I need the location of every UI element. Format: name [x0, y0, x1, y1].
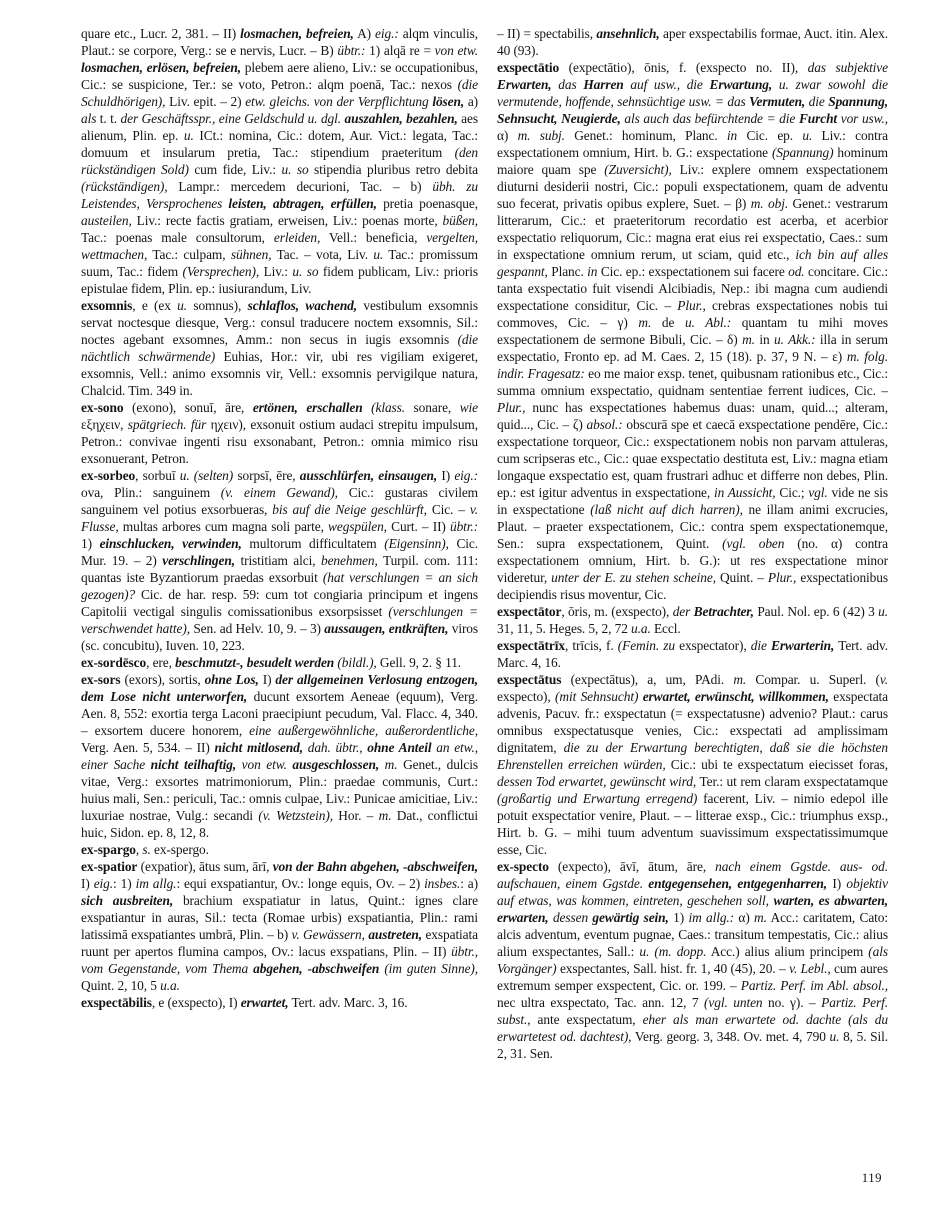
entry-ex-sordesco: ex-sordēsco, ere, beschmutzt-, besudelt werden (bildl.), Gell. 9, 2. § 11. [81, 655, 462, 670]
entry-exsolvo-continued: quare etc., Lucr. 2, 381. – II) losmachen, befreien, A) eig.: alqm vinculis, Plaut.: se corpore, Verg.: se e nervis, Lucr. – B) übtr.: 1) alqā re = von etw. losmachen, erlösen, befreien, plebem aere alieno, Liv.: se occupationibus, Cic.: se suspicione, Ter.: se voto, Petron.: alqm poenā, Tac.: nexos (die Schuldhörigen), Liv. epit. – 2) etw. gleichs. von der Verpflichtung lösen, a) als t. t. der Geschäftsspr., eine Geldschuld u. dgl. auszahlen, bezahlen, aes alienum, Plin. ep. u. ICt.: nomina, Cic.: dotem, Aur. Vict.: legata, Tac.: domuum et insularum pretia, Tac.: stipendium praeteritum (den rückständigen Sold) cum fide, Liv.: u. so stipendia pluribus retro debita (rückständigen), Lampr.: mercedem decurioni, Tac. – b) übh. zu Leistendes, Versprochenes leisten, abtragen, erfüllen, pretia poenasque, austeilen, Liv.: recte factis gratiam, erweisen, Liv.: poenas morte, büßen, Tac.: poenas male consultorum, erleiden, Vell.: beneficia, vergelten, wettmachen, Tac.: culpam, sühnen, Tac. – vota, Liv. u. Tac.: promissum suum, Tac.: fidem (Versprechen), Liv.: u. so fidem publicam, Liv.: prioris epistulae fidem, Plin. ep.: iusiurandum, Liv. [81, 26, 479, 296]
entry-exsomnis: exsomnis, e (ex u. somnus), schlaflos, wachend, vestibulum exsomnis servat noctesque diesque, Verg.: consul traducere noctem exsomnis, Sil.: noctes agebant exsomnes, Amm.: non secus in iugis exsomnis (die nächtlich schwärmende) Euhias, Hor.: vir, ubi res vigiliam exigeret, exsomnis, Vell.: animo exsomnis vir, Vell.: exsomnis pervigilque natura, Chalcid. Tim. 349 in. [81, 298, 478, 398]
entry-exspectabilis: exspectābilis, e (exspecto), I) erwartet, Tert. adv. Marc. 3, 16. [81, 995, 408, 1010]
entry-ex-spargo: ex-spargo, s. ex-spergo. [81, 842, 209, 857]
left-column [81, 25, 478, 1062]
entry-ex-sors: ex-sors (exors), sortis, ohne Los, I) der allgemeinen Verlosung entzogen, dem Lose nicht unterworfen, ducunt exsortem Aeneae (equum), Verg. Aen. 8, 552: exortia terga Laconi praecipiunt pecudum, Val. Flacc. 4, 340. – exsortem ducere honorem, eine außergewöhnliche, außerordentliche, Verg. Aen. 5, 534. – II) nicht mitlosend, dah. übtr., ohne Anteil an etw., einer Sache nicht teilhaftig, von etw. ausgeschlossen, m. Genet., dulcis vitae, Verg.: exsortes matrimoniorum, Plin.: praedae communis, Curt.: huius mali, Sen.: periculi, Tac.: omnis culpae, Liv.: Punicae amicitiae, Liv.: luxuriae nostrae, Vulg.: secandi (v. Wetzstein), Hor. – m. Dat., conflictui huic, Sidon. ep. 8, 12, 8. [81, 672, 479, 840]
entry-exspectabilis-continued: – II) = spectabilis, ansehnlich, aper exspectabilis formae, Auct. itin. Alex. 40 (93). [497, 26, 888, 58]
entry-exspectatrix: exspectātrīx, trīcis, f. (Femin. zu exspectator), die Erwarterin, Tert. adv. Marc. 4, 16. [497, 638, 888, 670]
entry-ex-sono: ex-sono (exono), sonuī, āre, ertönen, erschallen (klass. sonare, wie εξηχειν, spätgriech. für ηχειν), exsonuit ostium audaci strepitu impulsum, Petron.: convivae ingenti risu exsonabant, Petron.: omnia mimico risu exsonuerant, Petron. [81, 400, 478, 466]
page-number: 119 [861, 1171, 882, 1185]
entry-ex-specto: ex-specto (expecto), āvī, ātum, āre, nach einem Ggstde. aus- od. aufschauen, einem Ggstde. entgegensehen, entgegenharren, I) objektiv auf etwas, was kommen, eintreten, geschehen soll, warten, es abwarten, erwarten, dessen gewärtig sein, 1) im allg.: α) m. Acc.: caritatem, Cato: alcis adventum, eventum pugnae, Caes.: transitum tempestatis, Cic.: alius alium exspectantes, Sall.: u. (m. dopp. Acc.) alius alium principem (als Vorgänger) exspectantes, Sall. hist. fr. 1, 40 (45), 20. – v. Lebl., cum aures extremum semper exspectent, Cic. or. 199. – Partiz. Perf. im Abl. absol., nec ultra exspectato, Tac. ann. 12, 7 (vgl. unten no. γ). – Partiz. Perf. subst., ante exspectatum, eher als man erwartete od. dachte (als du erwartetest od. dachtest), Verg. georg. 3, 348. Ov. met. 4, 790 u. 8, 5. Sil. 2, 31. Sen. [497, 859, 889, 1061]
text-columns [81, 25, 888, 1062]
entry-ex-spatior: ex-spatior (expatior), ātus sum, ārī, von der Bahn abgehen, -abschweifen, I) eig.: 1) im allg.: equi exspatiantur, Ov.: longe equis, Ov. – 2) insbes.: a) sich ausbreiten, brachium exspatiatur in latus, Quint.: ignes clare exspatiantur in auras, Sil.: tecta (Romae urbis) exspatiantia, Plin.: rami latissimā exspatiantes umbrā, Plin. – b) v. Gewässern, austreten, exspatiata ruunt per apertos flumina campos, Ov.: lacus exspatians, Plin. – II) übtr., vom Gegenstande, vom Thema abgehen, -abschweifen (im guten Sinne), Quint. 2, 10, 5 u.a. [81, 859, 479, 993]
entry-exspectatus: exspectātus (expectātus), a, um, PAdi. m. Compar. u. Superl. (v. exspecto), (mit Sehnsucht) erwartet, erwünscht, willkommen, exspectata advenis, Pacuv. fr.: exspectatun (= exspectatusne) advenio? Plaut.: carus omnibus exspectatusque venies, Cic.: exspectati ad amplissimam dignitatem, die zu der Erwartung berechtigten, daß sie die höchsten Ehrenstellen erreichen würden, Cic.: ubi te exspectatum eiecisset foras, dessen Tod erwartet, gewünscht wird, Ter.: ut rem claram exspectatamque (großartig und Erwartung erregend) facerent, Liv. – nimio edepol ille potuit exspectatior venire, Plaut. – – litterae exsp., Cic.: triumphus exsp., Hirt. b. G. – mihi tuum adventum suavissimum exspectatissimumque esse, Cic. [497, 672, 888, 857]
entry-exspectator: exspectātor, ōris, m. (exspecto), der Betrachter, Paul. Nol. ep. 6 (42) 3 u. 31, 11, 5. Heges. 5, 2, 72 u.a. Eccl. [497, 604, 889, 636]
right-column [497, 25, 888, 1062]
entry-exspectatio: exspectātio (expectātio), ōnis, f. (exspecto no. II), das subjektive Erwarten, das Harren auf usw., die Erwartung, u. zwar sowohl die vermutende, hoffende, sehnsüchtige usw. = das Vermuten, die Spannung, Sehnsucht, Neugierde, als auch das befürchtende = die Furcht vor usw., α) m. subj. Genet.: hominum, Planc. in Cic. ep. u. Liv.: contra exspectationem omnium, Hirt. b. G.: exspectatione (Spannung) hominum maiore quam spe (Zuversicht), Liv.: explere omnem exspectationem diuturni desiderii nostri, Cic.: populi exspectationem, quam de adventu suo fecerat, privatis opibus explere, Suet. – β) m. obj. Genet.: vestrarum litterarum, Cic.: et praeteritorum recordatio est acerba, et acerbior exspectatio reliquorum, Cic.: magna erat eius rei exspectatio, Caes.: sum in exspectatione omnium rerum, ut sciam, quid etc., ich bin auf alles gespannt, Planc. in Cic. ep.: exspectationem sui facere od. concitare. Cic.: tanta exspectatio fuit visendi Alcibiadis, Nep.: ibi magna cum audiendi exspectatione considitur, Cic. – Plur., crebras exspectationes nobis tui commoves, Cic. – γ) m. de u. Abl.: quantam tu mihi moves exspectationem de sermone Bibuli, Cic. – δ) m. in u. Akk.: illa in serum exspectatio, Fronto ep. ad M. Caes. 2, 15 (18). p. 37, 9 N. – ε) m. folg. indir. Fragesatz: eo me maior exsp. tenet, quibusnam rationibus etc., Cic.: summa omnium exspectatio, quidnam sententiae ferrent iudices, Cic. – Plur., nunc has exspectationes habemus duas: unam, quid...; alteram, quid..., Cic. – ζ) absol.: obscurā spe et caecā exspectatione pendēre, Cic.: exspectatione torqueor, Cic.: exspectationem nobis non parvam attuleras, cum scripseras etc., Cic.: quae exspectatio destituta est, Liv.: magna etiam longaque exspectatio est, quam frustrari adhuc et differre non debes, Plin. ep.: est igitur adventus in exspectatione, in Aussicht, Cic.; vgl. vide ne sis in exspectatione (laß nicht auf dich harren), ne illam animi excrucies, Plaut. – praeter exspectationem, Cic.: contra spem exspectationemque, Sen.: supra exspectationem, Quint. (vgl. oben (no. α) contra exspectationem omnium, Hirt. b. G.): ut res exspectatione minor videretur, unter der E. zu stehen scheine, Quint. – Plur., exspectationibus decipiendis risus moventur, Cic. [497, 60, 889, 602]
entry-ex-sorbeo: ex-sorbeo, sorbuī u. (selten) sorpsī, ēre, ausschlürfen, einsaugen, I) eig.: ova, Plin.: sanguinem (v. einem Gewand), Cic.: gustaras civilem sanguinem vel potius exsorbueras, bis auf die Neige geschlürft, Cic. – v. Flusse, multas arbores cum magna soli parte, wegspülen, Curt. – II) übtr.: 1) einschlucken, verwinden, multorum difficultatem (Eigensinn), Cic. Mur. 19. – 2) verschlingen, tristitiam alci, benehmen, Turpil. com. 111: quantas iste Byzantiorum praedas exsorbuit (hat verschlungen = an sich gezogen)? Cic. de har. resp. 59: cum tot congiaria principum et ingens Capitolii vectigal singulis comissationibus exsorpsisset (verschlungen = verschwendet hatte), Sen. ad Helv. 10, 9. – 3) aussaugen, entkräften, viros (sc. concubitu), Iuven. 10, 223. [81, 468, 479, 653]
